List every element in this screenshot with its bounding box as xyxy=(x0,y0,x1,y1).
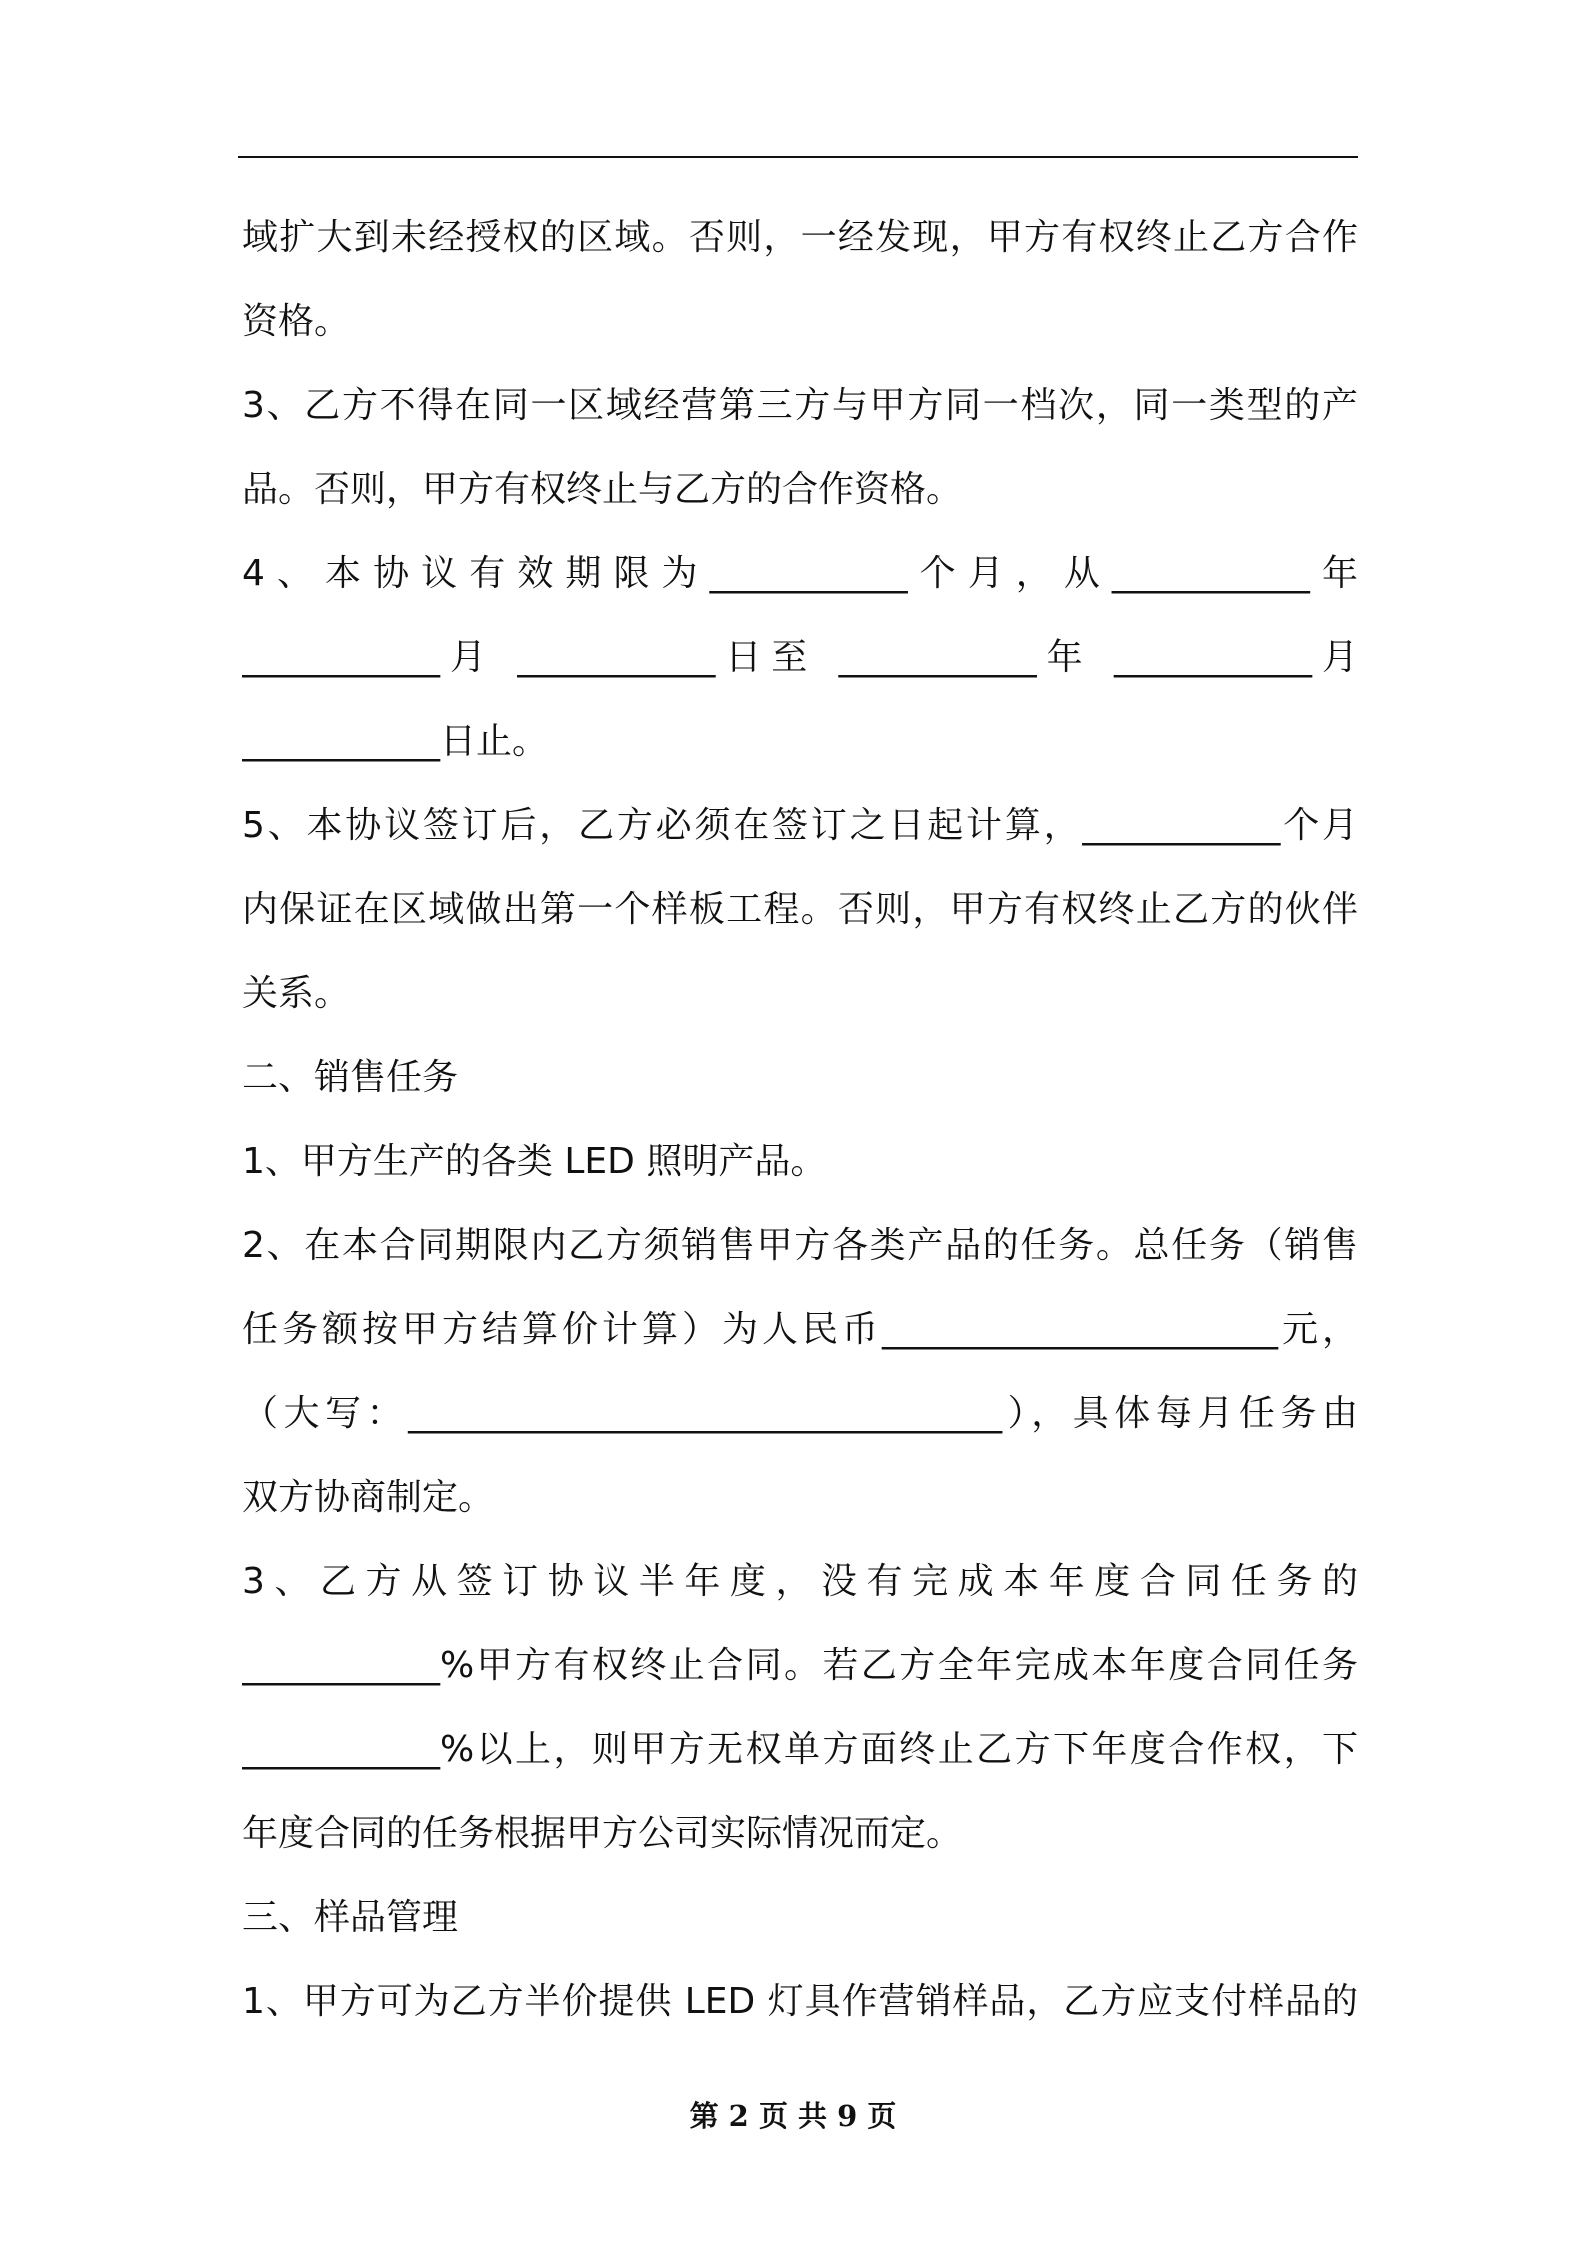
text-line: 5、本协议签订后，乙方必须在签订之日起计算，___________个月 xyxy=(242,805,1358,846)
text-line: 年度合同的任务根据甲方公司实际情况而定。 xyxy=(242,1813,963,1854)
text-line: 资格。 xyxy=(242,301,351,342)
text-line: ___________%以上，则甲方无权单方面终止乙方下年度合作权，下 xyxy=(242,1729,1358,1770)
text-line: 任务额按甲方结算价计算）为人民币______________________元， xyxy=(242,1309,1358,1350)
text-line: 双方协商制定。 xyxy=(242,1477,495,1518)
text-line: 3、乙方不得在同一区域经营第三方与甲方同一档次，同一类型的产 xyxy=(242,385,1358,426)
section-heading: 二、销售任务 xyxy=(242,1057,459,1098)
text-line: 1、甲方生产的各类 LED 照明产品。 xyxy=(242,1141,827,1182)
text-line: 3、乙方从签订协议半年度，没有完成本年度合同任务的 xyxy=(242,1561,1358,1602)
text-line: （大写：_________________________________），具体每月任务由 xyxy=(242,1393,1358,1434)
text-line: 品。否则，甲方有权终止与乙方的合作资格。 xyxy=(242,469,963,510)
text-line: 域扩大到未经授权的区域。否则，一经发现，甲方有权终止乙方合作 xyxy=(242,217,1358,258)
document-body xyxy=(242,196,1358,2044)
header-rule xyxy=(238,156,1358,158)
section-heading: 三、样品管理 xyxy=(242,1897,459,1938)
text-line: 内保证在区域做出第一个样板工程。否则，甲方有权终止乙方的伙伴 xyxy=(242,889,1358,930)
text-line: 1、甲方可为乙方半价提供 LED 灯具作营销样品，乙方应支付样品的 xyxy=(242,1981,1358,2022)
page-number: 第 2 页 共 9 页 xyxy=(689,2099,897,2133)
text-line: ___________月 ___________日至 ___________年 ___________月 xyxy=(242,637,1358,678)
text-line: 2、在本合同期限内乙方须销售甲方各类产品的任务。总任务（销售 xyxy=(242,1225,1358,1266)
text-line: 关系。 xyxy=(242,973,351,1014)
text-line: ___________日止。 xyxy=(242,721,549,762)
text-line: ___________%甲方有权终止合同。若乙方全年完成本年度合同任务 xyxy=(242,1645,1358,1686)
text-line: 4、本协议有效期限为___________个月，从___________年 xyxy=(242,553,1358,594)
